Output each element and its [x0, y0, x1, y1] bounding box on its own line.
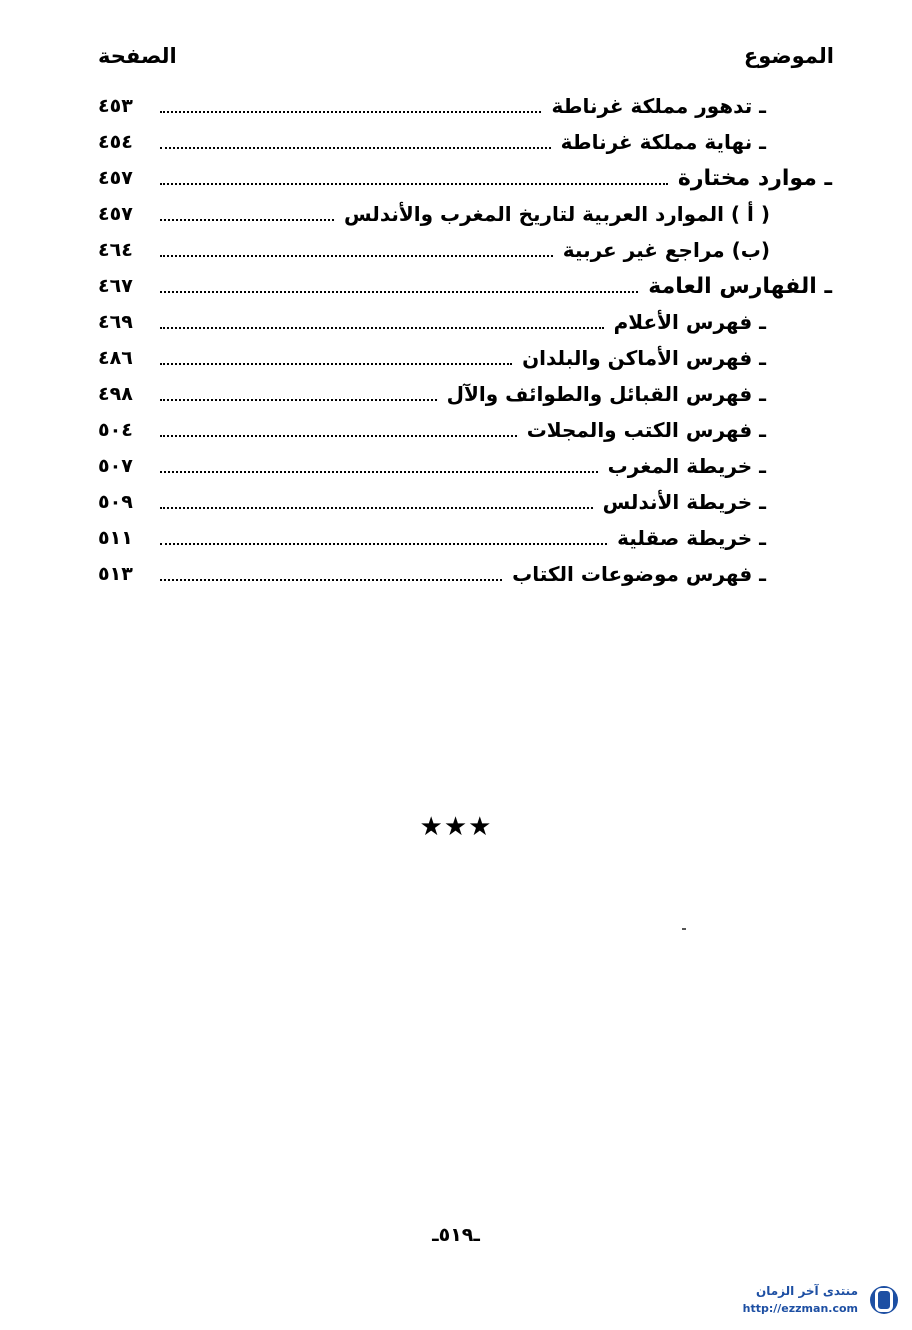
- toc-entry-title: ـ الفهارس العامة: [648, 273, 832, 299]
- toc-entry-page: ٤٦٤: [98, 239, 133, 261]
- toc-entry-page: ٤٩٨: [98, 383, 133, 405]
- toc-entry-page: ٤٦٩: [98, 311, 133, 333]
- toc-entry-title: ـ فهرس القبائل والطوائف والآل: [446, 382, 766, 406]
- toc-entry-title: ـ فهرس الأماكن والبلدان: [522, 346, 766, 370]
- toc-entry-title: ـ موارد مختارة: [677, 165, 832, 191]
- toc-entry-page: ٤٥٤: [98, 131, 133, 153]
- dot-leader: [160, 579, 502, 581]
- toc-entry-title: ـ فهرس الأعلام: [613, 310, 766, 334]
- toc-entry-title: ( أ ) الموارد العربية لتاريخ المغرب والأندلس: [344, 202, 770, 226]
- toc-entry: [98, 448, 838, 484]
- toc-entry: [98, 160, 838, 196]
- toc-entry: [98, 520, 838, 556]
- toc-entry-page: ٤٥٧: [98, 203, 133, 225]
- dot-leader: [160, 363, 512, 365]
- toc-entry-page: ٥٠٤: [98, 419, 133, 441]
- page-number: ـ٥١٩ـ: [432, 1224, 480, 1246]
- toc-entry-page: ٥١٣: [98, 563, 133, 585]
- toc-entry: [98, 376, 838, 412]
- site-watermark: [714, 1280, 904, 1324]
- dot-leader: [160, 291, 638, 293]
- dot-leader: [160, 147, 551, 149]
- toc-header: [98, 44, 834, 80]
- dot-leader: [160, 327, 604, 329]
- toc-entry: [98, 88, 838, 124]
- dot-leader: [160, 255, 553, 257]
- toc-entry-page: ٥٠٧: [98, 455, 133, 477]
- scan-speck: [682, 928, 686, 930]
- section-separator-stars: ★★★: [419, 812, 493, 842]
- toc-entry: [98, 268, 838, 304]
- toc-entry: [98, 232, 838, 268]
- dot-leader: [160, 399, 437, 401]
- toc-entry-page: ٤٥٣: [98, 95, 133, 117]
- forum-logo-icon: [870, 1286, 898, 1314]
- toc-entry-title: ـ خريطة المغرب: [607, 454, 766, 478]
- toc-entry: [98, 304, 838, 340]
- toc-entry-title: (ب) مراجع غير عربية: [562, 238, 770, 262]
- toc-entry-title: ـ نهاية مملكة غرناطة: [560, 130, 766, 154]
- toc-entry-title: ـ خريطة صقلية: [617, 526, 766, 550]
- toc-entry-title: ـ فهرس الكتب والمجلات: [526, 418, 766, 442]
- watermark-url: http://ezzman.com: [742, 1302, 858, 1315]
- table-of-contents: [98, 88, 838, 592]
- dot-leader: [160, 543, 607, 545]
- toc-entry: [98, 556, 838, 592]
- toc-entry-page: ٥٠٩: [98, 491, 133, 513]
- dot-leader: [160, 111, 541, 113]
- dot-leader: [160, 435, 517, 437]
- dot-leader: [160, 219, 334, 221]
- toc-entry: [98, 196, 838, 232]
- toc-entry: [98, 340, 838, 376]
- dot-leader: [160, 471, 598, 473]
- toc-entry: [98, 412, 838, 448]
- toc-entry-title: ـ خريطة الأندلس: [602, 490, 766, 514]
- dot-leader: [160, 507, 593, 509]
- toc-entry-page: ٥١١: [98, 527, 133, 549]
- toc-entry: [98, 484, 838, 520]
- toc-entry-title: ـ فهرس موضوعات الكتاب: [512, 562, 766, 586]
- toc-entry: [98, 124, 838, 160]
- watermark-name: منتدى آخر الزمان: [756, 1284, 858, 1298]
- toc-entry-page: ٤٨٦: [98, 347, 133, 369]
- toc-entry-page: ٤٥٧: [98, 167, 133, 189]
- dot-leader: [160, 183, 668, 185]
- toc-entry-title: ـ تدهور مملكة غرناطة: [551, 94, 766, 118]
- page-column-label: الصفحة: [98, 44, 177, 68]
- topic-column-label: الموضوع: [743, 44, 834, 68]
- toc-entry-page: ٤٦٧: [98, 275, 133, 297]
